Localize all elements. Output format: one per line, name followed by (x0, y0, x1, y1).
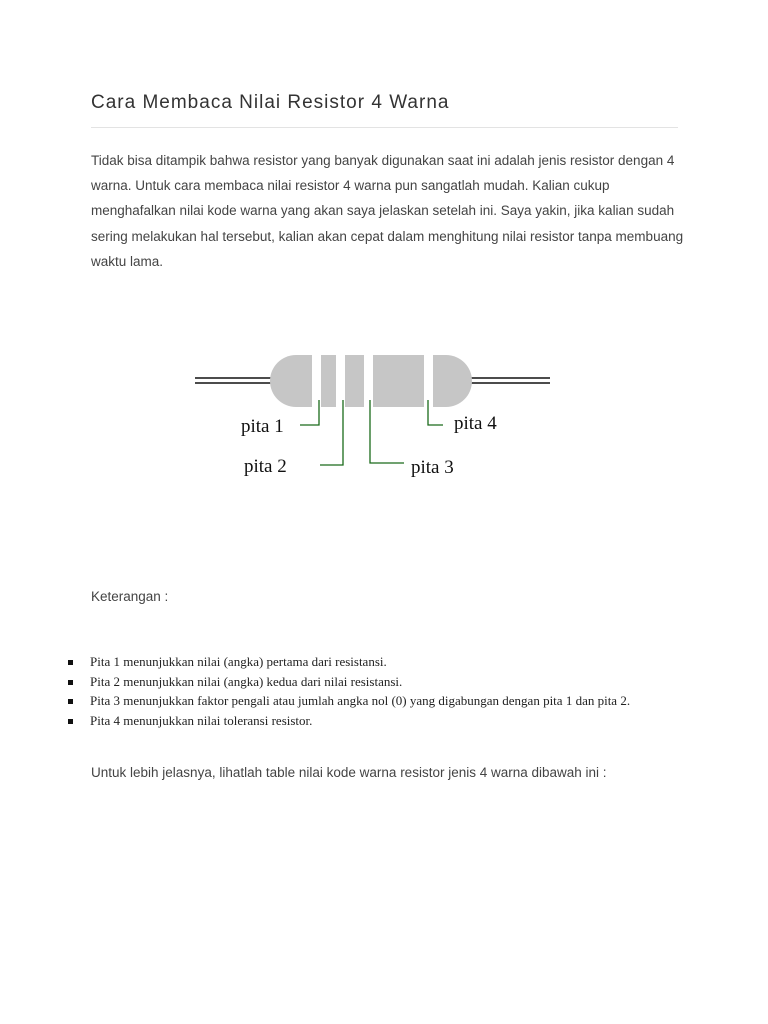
bullet-icon (68, 719, 73, 724)
resistor-lead-left (195, 378, 275, 383)
band-description-list (66, 655, 681, 733)
intro-paragraph: Tidak bisa ditampik bahwa resistor yang banyak digunakan saat ini adalah jenis resistor dengan 4 warna. Untuk cara membaca nilai resistor 4 warna pun sangatlah mudah. Kalian cukup menghafalkan nilai kode warna yang akan saya jelaskan setelah ini. Saya yakin, jika kalian sudah sering melakukan hal tersebut, kalian akan cepat dalam menghitung nilai resistor tanpa membuang waktu lama. (91, 153, 684, 269)
list-item-text: Pita 2 menunjukkan nilai (angka) kedua dari nilai resistansi. (90, 673, 403, 689)
title-divider (91, 127, 678, 128)
label-band-3: pita 3 (411, 457, 454, 478)
label-band-2: pita 2 (244, 456, 287, 477)
color-band-1 (312, 355, 321, 407)
list-item (66, 714, 681, 729)
color-band-2 (336, 355, 345, 407)
list-item-text: Pita 4 menunjukkan nilai toleransi resistor. (90, 712, 313, 728)
bullet-icon (68, 660, 73, 665)
keterangan-label: Keterangan : (91, 589, 169, 604)
resistor-lead-right (465, 378, 550, 383)
outro-paragraph: Untuk lebih jelasnya, lihatlah table nilai kode warna resistor jenis 4 warna dibawah ini : (91, 765, 607, 780)
leader-line-band-3 (370, 400, 404, 463)
color-band-3 (364, 355, 373, 407)
label-band-1: pita 1 (241, 416, 284, 437)
leader-line-band-2 (320, 400, 343, 465)
list-item (66, 675, 681, 690)
list-item (66, 694, 681, 709)
page-title: Cara Membaca Nilai Resistor 4 Warna (91, 92, 450, 113)
bullet-icon (68, 699, 73, 704)
list-item (66, 655, 681, 670)
resistor-diagram (190, 345, 560, 485)
label-band-4: pita 4 (454, 413, 497, 434)
list-item-text: Pita 3 menunjukkan faktor pengali atau jumlah angka nol (0) yang digabungan dengan pita 1 dan pita 2. (90, 693, 631, 708)
color-band-4 (424, 355, 433, 407)
bullet-icon (68, 680, 73, 685)
list-item-text: Pita 1 menunjukkan nilai (angka) pertama dari resistansi. (90, 654, 387, 669)
